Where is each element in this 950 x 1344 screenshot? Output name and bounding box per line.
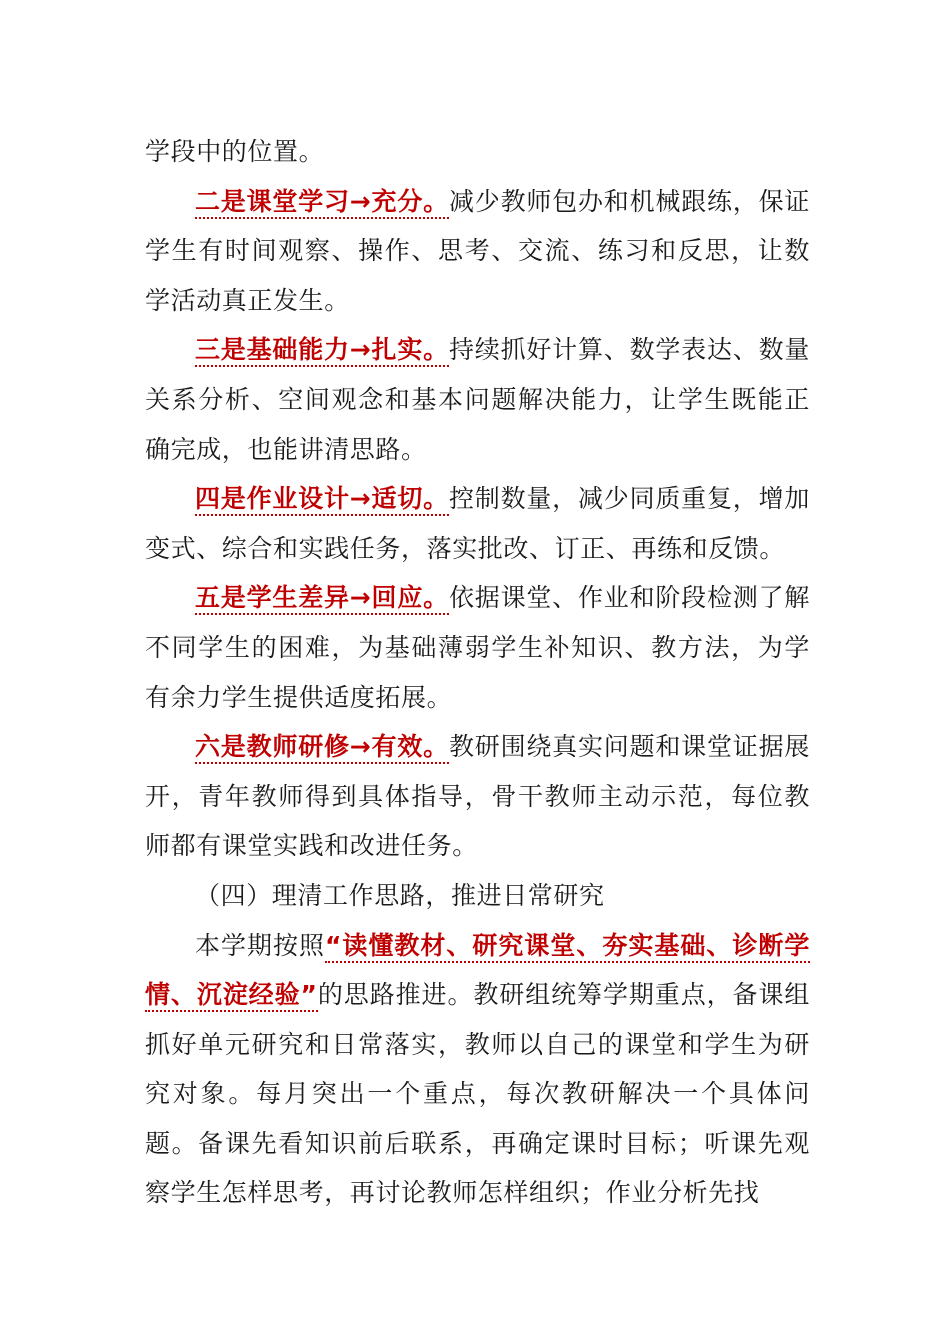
paragraph-point-3 <box>145 325 810 474</box>
paragraph-text-after: 的思路推进。教研组统筹学期重点，备课组抓好单元研究和日常落实，教师以自己的课堂和学生为研究对象。每月突出一个重点，每次教研解决一个具体问题。备课先看知识前后联系，再确定课时目标；听课先观察学生怎样思考，再讨论教师怎样组织；作业分析先找 <box>145 980 810 1208</box>
point-heading: 五是学生差异→回应。 <box>195 583 449 615</box>
paragraph-text-before: 本学期按照 <box>195 930 325 960</box>
point-heading: 三是基础能力→扎实。 <box>195 335 449 367</box>
paragraph-point-5 <box>145 573 810 722</box>
paragraph-text: 教研围绕真实问题和课堂证据展开，青年教师得到具体指导，骨干教师主动示范，每位教师都有课堂实践和改进任务。 <box>145 732 810 861</box>
paragraph-text: 持续抓好计算、数学表达、数量关系分析、空间观念和基本问题解决能力，让学生既能正确完成，也能讲清思路。 <box>145 335 810 464</box>
section-heading-text: （四）理清工作思路，推进日常研究 <box>195 880 605 910</box>
point-heading: 四是作业设计→适切。 <box>195 484 449 516</box>
paragraph-point-4 <box>145 474 810 573</box>
paragraph-text: 控制数量，减少同质重复，增加变式、综合和实践任务，落实批改、订正、再练和反馈。 <box>145 484 810 563</box>
paragraph-text: 减少教师包办和机械跟练，保证学生有时间观察、操作、思考、交流、练习和反思，让数学活动真正发生。 <box>145 186 810 315</box>
paragraph-work-approach <box>145 921 810 1219</box>
section-heading <box>145 871 810 921</box>
point-heading: 二是课堂学习→充分。 <box>195 187 449 219</box>
document-body <box>145 127 810 1218</box>
paragraph-text: 学段中的位置。 <box>145 137 325 166</box>
quoted-approach: “读懂教材、研究课堂、夯实基础、诊断学情、沉淀经验” <box>145 931 810 1013</box>
paragraph-point-2 <box>145 177 810 326</box>
paragraph-text: 依据课堂、作业和阶段检测了解不同学生的困难，为基础薄弱学生补知识、教方法，为学有余力学生提供适度拓展。 <box>145 583 810 712</box>
point-heading: 六是教师研修→有效。 <box>195 732 449 764</box>
paragraph-continuation <box>145 127 810 177</box>
paragraph-point-6 <box>145 722 810 871</box>
